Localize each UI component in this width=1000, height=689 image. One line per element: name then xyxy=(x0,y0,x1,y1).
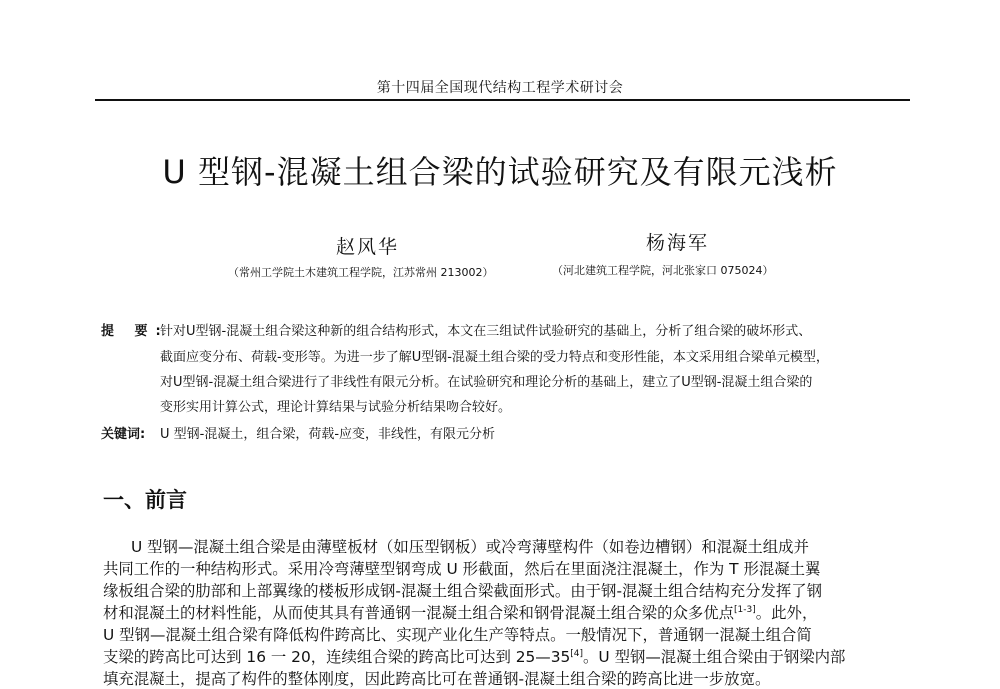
section-heading: 一、前言 xyxy=(103,488,187,512)
abstract-line: 变形实用计算公式，理论计算结果与试验分析结果吻合较好。 xyxy=(160,400,512,415)
abstract-line: 针对U型钢-混凝土组合梁这种新的组合结构形式，本文在三组试件试验研究的基础上，分析了组合梁的破坏形式、 xyxy=(160,324,812,339)
abstract-label: 提 要: xyxy=(101,324,169,339)
body-line: U 型钢—混凝土组合梁有降低构件跨高比、实现产业化生产等特点。一般情况下，普通钢一混凝土组合简 xyxy=(103,626,812,644)
body-line: 支梁的跨高比可达到 16 一 20，连续组合梁的跨高比可达到 25—35[4]。U 型钢—混凝土组合梁由于钢梁内部 xyxy=(103,648,846,666)
paper-title: U 型钢-混凝土组合梁的试验研究及有限元浅析 xyxy=(162,153,838,191)
keywords-label: 关键词: xyxy=(101,427,146,442)
author-affiliation-2: （河北建筑工程学院，河北张家口 075024） xyxy=(552,264,774,277)
abstract-line: 对U型钢-混凝土组合梁进行了非线性有限元分析。在试验研究和理论分析的基础上，建立了U型钢-混凝土组合梁的 xyxy=(160,375,813,390)
body-line: 材和混凝土的材料性能，从而使其具有普通钢一混凝土组合梁和钢骨混凝土组合梁的众多优点[1-3]。此外， xyxy=(103,604,818,622)
conference-header: 第十四届全国现代结构工程学术研讨会 xyxy=(376,80,624,96)
body-line: 共同工作的一种结构形式。采用冷弯薄壁型钢弯成 U 形截面，然后在里面浇注混凝土，作为 T 形混凝土翼 xyxy=(103,560,821,578)
author-affiliation-1: （常州工学院土木建筑工程学院，江苏常州 213002） xyxy=(228,266,494,279)
header-rule xyxy=(95,99,910,101)
citation: [1-3] xyxy=(734,605,756,615)
abstract-line: 截面应变分布、荷载-变形等。为进一步了解U型钢-混凝土组合梁的受力特点和变形性能，本文采用组合梁单元模型， xyxy=(160,350,829,365)
author-name-2: 杨海军 xyxy=(646,232,710,254)
author-name-1: 赵风华 xyxy=(336,236,400,258)
keywords-text: U 型钢-混凝土，组合梁，荷载-应变，非线性，有限元分析 xyxy=(160,427,496,442)
citation: [4] xyxy=(570,649,584,659)
body-line: 缘板组合梁的肋部和上部翼缘的楼板形成钢-混凝土组合梁截面形式。由于钢-混凝土组合结构充分发挥了钢 xyxy=(103,582,823,600)
body-line: U 型钢—混凝土组合梁是由薄壁板材（如压型钢板）或冷弯薄壁构件（如卷边槽钢）和混凝土组成并 xyxy=(131,538,809,556)
body-line: 填充混凝土，提高了构件的整体刚度，因此跨高比可在普通钢-混凝土组合梁的跨高比进一步放宽。 xyxy=(103,670,771,688)
